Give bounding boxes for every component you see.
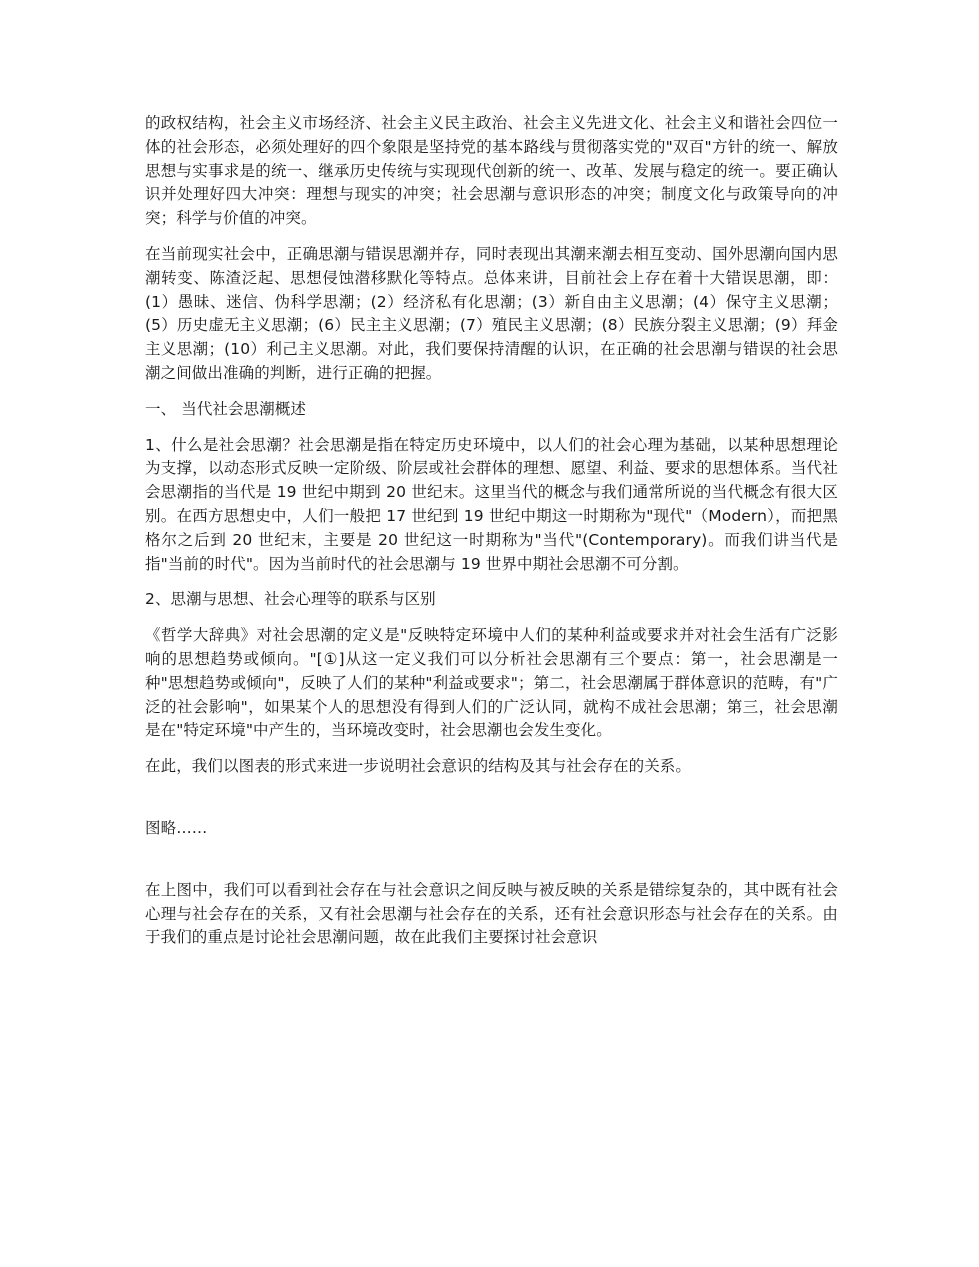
paragraph-dictionary-definition: 《哲学大辞典》对社会思潮的定义是"反映特定环境中人们的某种利益或要求并对社会生活有广泛影响的思想趋势或倾向。"[①]从这一定义我们可以分析社会思潮有三个要点：第一，社会思潮是一种"思想趋势或倾向"，反映了人们的某种"利益或要求"；第二，社会思潮属于群体意识的范畴，有"广泛的社会影响"，如果某个人的思想没有得到人们的广泛认同，就构不成社会思潮；第三，社会思潮是在"特定环境"中产生的，当环境改变时，社会思潮也会发生变化。 <box>145 626 838 740</box>
section-heading-overview: 一、 当代社会思潮概述 <box>145 399 307 418</box>
figure-omitted-note: 图略…… <box>145 818 208 837</box>
paragraph-definition: 1、什么是社会思潮？社会思潮是指在特定历史环境中，以人们的社会心理为基础，以某种思想理论为支撑，以动态形式反映一定阶级、阶层或社会群体的理想、愿望、利益、要求的思想体系。当代社会思潮指的当代是 19 世纪中期到 20 世纪末。这里当代的概念与我们通常所说的当代概念有很大区别。在西方思想史中，人们一般把 17 世纪到 19 世纪中期这一时期称为"现代"（Modern），而把黑格尔之后到 20 世纪末，主要是 20 世纪这一时期称为"当代"(Contemporary)。而我们讲当代是指"当前的时代"。因为当前时代的社会思潮与 19 世界中期社会思潮不可分割。 <box>145 435 838 573</box>
paragraph-chart-intro: 在此，我们以图表的形式来进一步说明社会意识的结构及其与社会存在的关系。 <box>145 757 692 776</box>
document-page <box>145 112 838 962</box>
paragraph-ten-erroneous-trends: 在当前现实社会中，正确思潮与错误思潮并存，同时表现出其潮来潮去相互变动、国外思潮向国内思潮转变、陈渣泛起、思想侵蚀潜移默化等特点。总体来讲，目前社会上存在着十大错误思潮，即：(1）愚昧、迷信、伪科学思潮；(2）经济私有化思潮；(3）新自由主义思潮；(4）保守主义思潮；(5）历史虚无主义思潮；(6）民主主义思潮；(7）殖民主义思潮；(8）民族分裂主义思潮；(9）拜金主义思潮；(10）利己主义思潮。对此，我们要保持清醒的认识，在正确的社会思潮与错误的社会思潮之间做出准确的判断，进行正确的把握。 <box>145 244 838 382</box>
paragraph-figure-discussion: 在上图中，我们可以看到社会存在与社会意识之间反映与被反映的关系是错综复杂的，其中既有社会心理与社会存在的关系，又有社会思潮与社会存在的关系，还有社会意识形态与社会存在的关系。由于我们的重点是讨论社会思潮问题，故在此我们主要探讨社会意识 <box>145 880 838 947</box>
subsection-heading-distinction: 2、思潮与思想、社会心理等的联系与区别 <box>145 590 436 609</box>
paragraph-four-quadrants: 的政权结构，社会主义市场经济、社会主义民主政治、社会主义先进文化、社会主义和谐社会四位一体的社会形态，必须处理好的四个象限是坚持党的基本路线与贯彻落实党的"双百"方针的统一、解放思想与实事求是的统一、继承历史传统与实现现代创新的统一、改革、发展与稳定的统一。要正确认识并处理好四大冲突：理想与现实的冲突；社会思潮与意识形态的冲突；制度文化与政策导向的冲突；科学与价值的冲突。 <box>145 114 838 228</box>
